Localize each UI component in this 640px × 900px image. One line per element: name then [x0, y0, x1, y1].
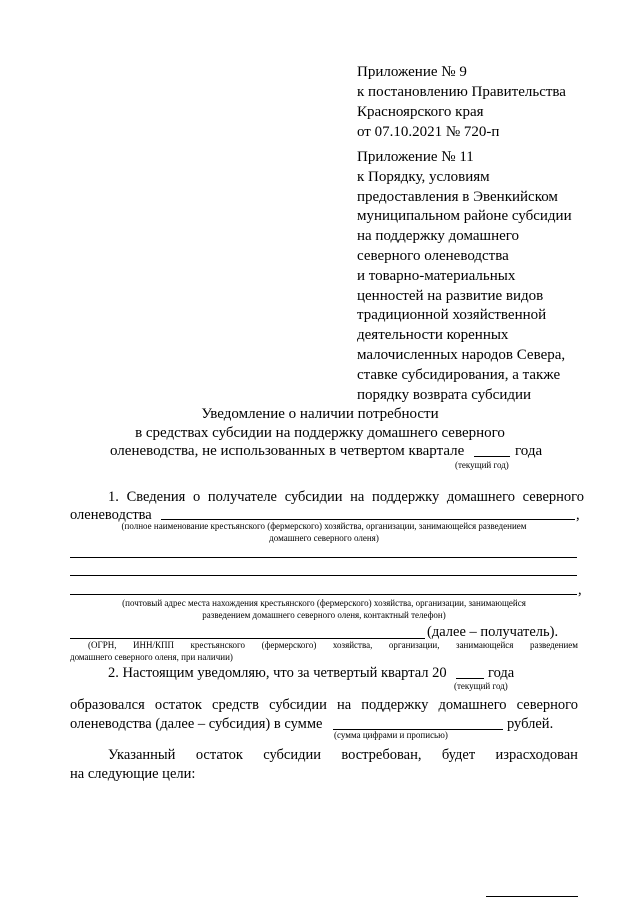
section2-line2: образовался остаток средств субсидии на поддержку домашнего северного: [70, 697, 578, 713]
postal-address-hint-2: разведением домашнего северного оленя, контактный телефон): [202, 610, 446, 620]
appendix-11-line: порядку возврата субсидии: [357, 386, 532, 403]
postal-address-field-line1[interactable]: [70, 575, 577, 576]
section1-continuation: оленеводства: [70, 507, 152, 523]
rubles-label: рублей.: [507, 716, 554, 732]
postal-address-field-line2[interactable]: [70, 594, 577, 595]
section1-paragraph: 1. Сведения о получателе субсидии на поддержку домашнего северного: [108, 489, 584, 505]
appendix-9-line: к постановлению Правительства: [357, 84, 566, 100]
appendix-11-block: [357, 148, 572, 405]
quarter-year-field[interactable]: [456, 678, 484, 679]
ogrn-inn-hint-1: (ОГРН, ИНН/КПП крестьянского (фермерского) хозяйства, организации, занимающейся разведением: [88, 640, 578, 650]
purposes-word: будет: [441, 747, 476, 763]
amount-hint: (сумма цифрами и прописью): [334, 730, 448, 740]
recipient-name-hint-2: домашнего северного оленя): [269, 533, 379, 543]
appendix-9-line: от 07.10.2021 № 720-п: [357, 124, 500, 140]
appendix-11-line: и товарно-материальных: [357, 267, 516, 284]
appendix-11-line: северного оленеводства: [357, 247, 509, 264]
recipient-label: (далее – получатель).: [427, 624, 559, 640]
appendix-11-line: ценностей на развитие видов: [357, 287, 544, 304]
appendix-11-line: к Порядку, условиям: [357, 168, 490, 185]
purposes-word: остаток: [195, 747, 243, 763]
recipient-name-field-line2[interactable]: [70, 557, 577, 558]
appendix-9-line: Приложение № 9: [357, 64, 467, 80]
comma: ,: [578, 582, 582, 598]
ogrn-inn-hint-2: домашнего северного оленя, при наличии): [70, 652, 233, 662]
appendix-9-line: Красноярского края: [357, 104, 484, 120]
current-year-hint: (текущий год): [455, 460, 509, 470]
comma: ,: [576, 507, 580, 523]
postal-address-hint-1: (почтовый адрес места нахождения крестьянского (фермерского) хозяйства, организации, занимающейся: [122, 598, 526, 608]
footer-rule: [486, 896, 578, 897]
notice-title-line1: Уведомление о наличии потребности: [201, 406, 439, 422]
section2-line3: оленеводства (далее – субсидия) в сумме: [70, 716, 323, 732]
purposes-word: субсидии: [263, 747, 322, 763]
notice-title-year-word: года: [515, 443, 543, 459]
purposes-word: Указанный: [108, 747, 176, 763]
appendix-11-line: малочисленных народов Севера,: [357, 346, 566, 363]
purposes-paragraph: [108, 745, 578, 765]
current-year-blank[interactable]: [474, 456, 510, 457]
appendix-11-line: муниципальном районе субсидии: [357, 208, 572, 225]
appendix-11-line: Приложение № 11: [357, 149, 474, 165]
purposes-line2: на следующие цели:: [70, 766, 196, 782]
notice-title-line2: в средствах субсидии на поддержку домашнего северного: [135, 425, 505, 441]
section2-paragraph: 2. Настоящим уведомляю, что за четвертый квартал 20: [108, 665, 447, 681]
notice-title-line3: оленеводства, не использованных в четвертом квартале: [110, 443, 465, 459]
appendix-11-line: деятельности коренных: [357, 327, 509, 344]
appendix-9-block: [357, 62, 566, 142]
purposes-word: израсходован: [495, 747, 578, 763]
appendix-11-line: традиционной хозяйственной: [357, 307, 547, 324]
purposes-word: востребован,: [341, 747, 422, 763]
recipient-name-hint-1: (полное наименование крестьянского (фермерского) хозяйства, организации, занимающейся разведением: [121, 521, 527, 531]
appendix-11-line: предоставления в Эвенкийском: [357, 188, 558, 205]
quarter-year-hint: (текущий год): [454, 681, 508, 691]
appendix-11-line: на поддержку домашнего: [357, 228, 520, 245]
section2-year-word: года: [488, 665, 515, 681]
appendix-11-line: ставке субсидирования, а также: [357, 366, 561, 383]
